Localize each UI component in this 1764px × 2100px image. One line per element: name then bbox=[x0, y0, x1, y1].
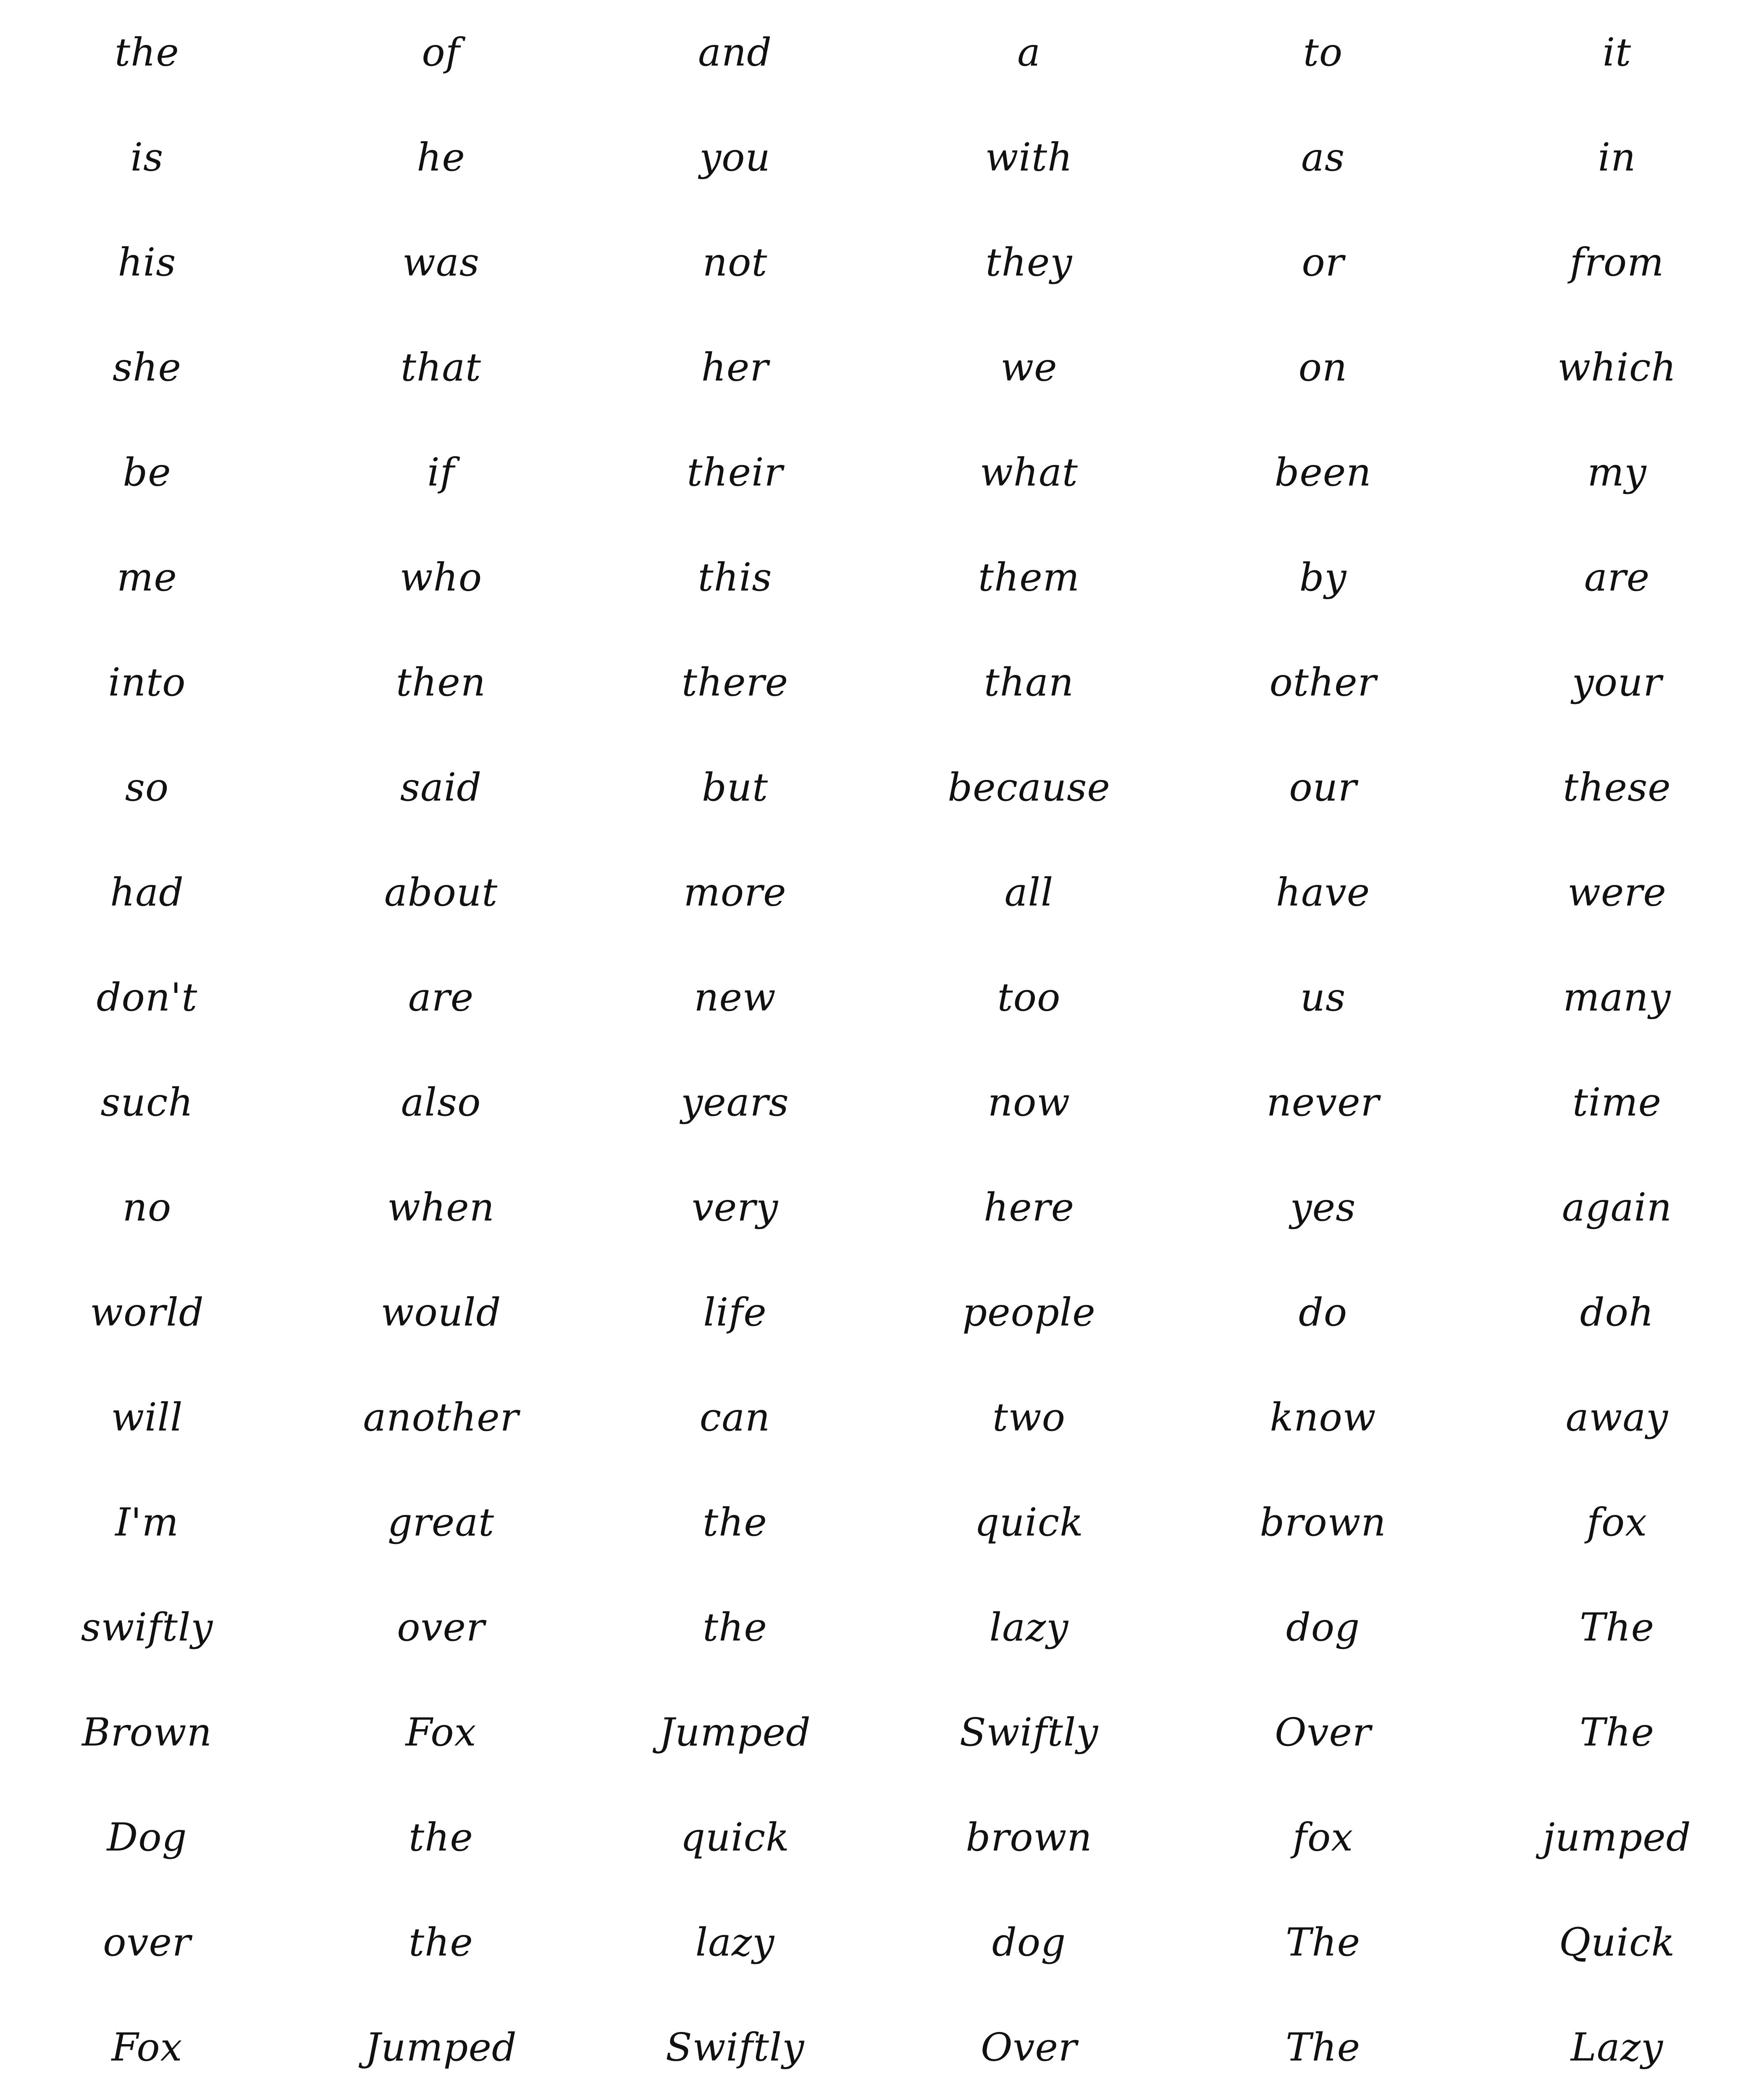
word-cell bbox=[1470, 315, 1764, 420]
word-cell bbox=[882, 1050, 1176, 1155]
word-cell bbox=[0, 105, 294, 210]
word-cell bbox=[882, 1260, 1176, 1365]
word-cell bbox=[1176, 1470, 1470, 1575]
word-cell bbox=[1470, 1785, 1764, 1890]
word-cell bbox=[882, 420, 1176, 525]
word-cell bbox=[588, 105, 882, 210]
handwritten-word: The bbox=[1579, 1605, 1655, 1650]
handwritten-word: Jumped bbox=[365, 2025, 517, 2070]
word-cell bbox=[0, 1260, 294, 1365]
word-cell bbox=[1470, 1260, 1764, 1365]
word-cell bbox=[1470, 1050, 1764, 1155]
word-cell bbox=[1176, 1680, 1470, 1785]
handwritten-word: people bbox=[962, 1290, 1096, 1335]
word-cell bbox=[588, 525, 882, 630]
word-cell bbox=[1470, 525, 1764, 630]
handwritten-word: was bbox=[402, 240, 480, 285]
word-cell bbox=[0, 945, 294, 1050]
word-cell bbox=[1176, 1365, 1470, 1470]
word-cell bbox=[0, 315, 294, 420]
handwritten-word: brown bbox=[966, 1815, 1092, 1860]
word-cell bbox=[1176, 1995, 1470, 2100]
handwritten-word: Fox bbox=[405, 1710, 477, 1755]
handwritten-word: and bbox=[698, 30, 772, 75]
handwritten-word: than bbox=[984, 660, 1074, 705]
handwritten-word: lazy bbox=[695, 1920, 775, 1965]
word-cell bbox=[588, 735, 882, 840]
handwritten-word: them bbox=[978, 555, 1080, 600]
handwritten-word: into bbox=[108, 660, 186, 705]
word-cell bbox=[1470, 1890, 1764, 1995]
word-cell bbox=[294, 525, 588, 630]
handwritten-word: will bbox=[111, 1395, 183, 1440]
handwritten-word: said bbox=[400, 765, 482, 810]
handwritten-word: do bbox=[1298, 1290, 1348, 1335]
handwritten-word: then bbox=[396, 660, 486, 705]
handwritten-word: who bbox=[399, 555, 483, 600]
handwritten-word: great bbox=[387, 1500, 495, 1545]
handwritten-word: if bbox=[427, 450, 455, 495]
handwritten-word: Over bbox=[1275, 1710, 1371, 1755]
handwritten-word: lazy bbox=[989, 1605, 1069, 1650]
word-cell bbox=[882, 735, 1176, 840]
word-cell bbox=[1176, 0, 1470, 105]
handwritten-word: so bbox=[125, 765, 169, 810]
word-cell bbox=[1470, 945, 1764, 1050]
word-cell bbox=[294, 735, 588, 840]
handwritten-word: I'm bbox=[115, 1500, 179, 1545]
word-cell bbox=[0, 1155, 294, 1260]
handwritten-word: the bbox=[409, 1815, 473, 1860]
handwritten-word: away bbox=[1565, 1395, 1669, 1440]
handwritten-word: here bbox=[983, 1185, 1075, 1230]
handwritten-word: Dog bbox=[107, 1815, 187, 1860]
handwritten-word: dog bbox=[1286, 1605, 1360, 1650]
word-cell bbox=[588, 1575, 882, 1680]
handwritten-word: jumped bbox=[1543, 1815, 1691, 1860]
handwritten-word: this bbox=[698, 555, 772, 600]
handwritten-word: Swiftly bbox=[665, 2025, 805, 2070]
word-cell bbox=[0, 1050, 294, 1155]
handwritten-word: Lazy bbox=[1570, 2025, 1664, 2070]
handwritten-word: doh bbox=[1580, 1290, 1654, 1335]
handwritten-word: more bbox=[683, 870, 787, 915]
handwritten-word: very bbox=[691, 1185, 779, 1230]
handwritten-word: too bbox=[997, 975, 1061, 1020]
word-cell bbox=[1470, 840, 1764, 945]
word-cell bbox=[1470, 630, 1764, 735]
handwritten-word: his bbox=[118, 240, 176, 285]
word-cell bbox=[588, 1680, 882, 1785]
word-cell bbox=[294, 1155, 588, 1260]
word-cell bbox=[1470, 1575, 1764, 1680]
word-cell bbox=[0, 420, 294, 525]
handwritten-word: know bbox=[1270, 1395, 1376, 1440]
word-cell bbox=[1470, 1155, 1764, 1260]
handwritten-word: which bbox=[1557, 345, 1677, 390]
handwritten-word: again bbox=[1562, 1185, 1672, 1230]
word-cell bbox=[882, 1470, 1176, 1575]
handwritten-word: over bbox=[103, 1920, 191, 1965]
handwritten-word: be bbox=[123, 450, 171, 495]
word-cell bbox=[588, 840, 882, 945]
handwritten-word: swiftly bbox=[81, 1605, 213, 1650]
handwritten-word: when bbox=[387, 1185, 495, 1230]
handwritten-word: also bbox=[401, 1080, 481, 1125]
handwritten-word: my bbox=[1587, 450, 1647, 495]
word-cell bbox=[882, 630, 1176, 735]
word-cell bbox=[588, 1995, 882, 2100]
handwritten-word: there bbox=[681, 660, 789, 705]
word-cell bbox=[1176, 1575, 1470, 1680]
word-cell bbox=[294, 840, 588, 945]
word-cell bbox=[588, 630, 882, 735]
word-cell bbox=[1176, 210, 1470, 315]
word-cell bbox=[294, 1995, 588, 2100]
handwritten-word: world bbox=[90, 1290, 204, 1335]
word-cell bbox=[294, 1890, 588, 1995]
word-cell bbox=[1176, 1785, 1470, 1890]
handwritten-word: a bbox=[1017, 30, 1041, 75]
word-cell bbox=[294, 1785, 588, 1890]
word-cell bbox=[0, 1680, 294, 1785]
handwritten-word: such bbox=[100, 1080, 194, 1125]
word-cell bbox=[882, 1575, 1176, 1680]
word-cell bbox=[588, 1785, 882, 1890]
handwritten-word: our bbox=[1289, 765, 1357, 810]
handwritten-word: brown bbox=[1260, 1500, 1386, 1545]
word-cell bbox=[0, 1785, 294, 1890]
word-cell bbox=[294, 1470, 588, 1575]
word-cell bbox=[294, 420, 588, 525]
word-cell bbox=[294, 945, 588, 1050]
word-cell bbox=[294, 630, 588, 735]
handwritten-word: not bbox=[702, 240, 768, 285]
handwritten-word: The bbox=[1579, 1710, 1655, 1755]
word-cell bbox=[0, 630, 294, 735]
handwritten-word: no bbox=[122, 1185, 172, 1230]
handwritten-word: now bbox=[987, 1080, 1071, 1125]
word-cell bbox=[588, 1470, 882, 1575]
handwritten-word: were bbox=[1567, 870, 1667, 915]
handwritten-word: me bbox=[117, 555, 177, 600]
handwritten-word: all bbox=[1004, 870, 1054, 915]
word-cell bbox=[882, 945, 1176, 1050]
word-cell bbox=[882, 210, 1176, 315]
handwritten-word: but bbox=[701, 765, 769, 810]
word-cell bbox=[588, 0, 882, 105]
word-cell bbox=[294, 1050, 588, 1155]
word-cell bbox=[882, 1890, 1176, 1995]
handwritten-word: the bbox=[703, 1500, 767, 1545]
handwritten-word: fox bbox=[1586, 1500, 1648, 1545]
word-cell bbox=[882, 1995, 1176, 2100]
word-cell bbox=[1470, 0, 1764, 105]
handwritten-word: Over bbox=[981, 2025, 1077, 2070]
word-cell bbox=[1176, 630, 1470, 735]
word-cell bbox=[0, 1995, 294, 2100]
handwritten-word: as bbox=[1301, 135, 1345, 180]
word-cell bbox=[294, 1575, 588, 1680]
word-cell bbox=[294, 0, 588, 105]
handwritten-word: you bbox=[699, 135, 771, 180]
word-cell bbox=[294, 315, 588, 420]
word-cell bbox=[1470, 420, 1764, 525]
word-cell bbox=[588, 1155, 882, 1260]
word-cell bbox=[1176, 735, 1470, 840]
handwritten-word: would bbox=[381, 1290, 501, 1335]
word-cell bbox=[1470, 735, 1764, 840]
handwritten-word: it bbox=[1602, 30, 1632, 75]
word-cell bbox=[1176, 840, 1470, 945]
word-cell bbox=[882, 315, 1176, 420]
handwritten-word: that bbox=[400, 345, 482, 390]
word-cell bbox=[1470, 210, 1764, 315]
word-cell bbox=[882, 840, 1176, 945]
word-cell bbox=[1176, 525, 1470, 630]
handwritten-word: is bbox=[130, 135, 164, 180]
handwritten-word: had bbox=[110, 870, 184, 915]
handwritten-word: Swiftly bbox=[959, 1710, 1099, 1755]
handwritten-word: the bbox=[703, 1605, 767, 1650]
word-cell bbox=[294, 210, 588, 315]
handwritten-word: dog bbox=[992, 1920, 1066, 1965]
handwritten-word: by bbox=[1299, 555, 1347, 600]
word-cell bbox=[1470, 1995, 1764, 2100]
word-cell bbox=[1470, 1365, 1764, 1470]
handwritten-word: these bbox=[1563, 765, 1671, 810]
word-cell bbox=[1470, 105, 1764, 210]
handwritten-word: The bbox=[1285, 1920, 1361, 1965]
handwritten-word: or bbox=[1302, 240, 1344, 285]
word-cell bbox=[882, 0, 1176, 105]
word-cell bbox=[588, 420, 882, 525]
handwritten-word: have bbox=[1276, 870, 1370, 915]
handwritten-word: of bbox=[422, 30, 460, 75]
handwritten-word: we bbox=[1000, 345, 1058, 390]
handwritten-word: Jumped bbox=[659, 1710, 811, 1755]
handwritten-word: what bbox=[980, 450, 1078, 495]
handwritten-word: are bbox=[408, 975, 474, 1020]
handwritten-word: your bbox=[1572, 660, 1662, 705]
word-cell bbox=[294, 1680, 588, 1785]
handwritten-word: never bbox=[1266, 1080, 1380, 1125]
handwritten-word: because bbox=[948, 765, 1110, 810]
word-cell bbox=[1176, 1050, 1470, 1155]
word-cell bbox=[0, 840, 294, 945]
word-cell bbox=[294, 1365, 588, 1470]
handwritten-word: Brown bbox=[82, 1710, 212, 1755]
handwritten-word: on bbox=[1298, 345, 1348, 390]
word-cell bbox=[0, 1470, 294, 1575]
word-cell bbox=[588, 1890, 882, 1995]
handwritten-word: in bbox=[1598, 135, 1636, 180]
word-cell bbox=[1176, 1155, 1470, 1260]
word-cell bbox=[588, 1365, 882, 1470]
handwritten-word: Fox bbox=[111, 2025, 183, 2070]
word-cell bbox=[882, 1680, 1176, 1785]
word-cell bbox=[294, 1260, 588, 1365]
word-cell bbox=[0, 1365, 294, 1470]
word-cell bbox=[588, 315, 882, 420]
handwritten-word: don't bbox=[96, 975, 198, 1020]
word-cell bbox=[0, 0, 294, 105]
word-cell bbox=[1176, 1260, 1470, 1365]
handwritten-word: they bbox=[985, 240, 1073, 285]
handwritten-word: the bbox=[409, 1920, 473, 1965]
handwritten-word: The bbox=[1285, 2025, 1361, 2070]
word-cell bbox=[882, 1155, 1176, 1260]
word-cell bbox=[1470, 1680, 1764, 1785]
handwritten-word: their bbox=[687, 450, 783, 495]
word-cell bbox=[882, 1365, 1176, 1470]
handwritten-word: from bbox=[1570, 240, 1664, 285]
handwritten-word: many bbox=[1563, 975, 1671, 1020]
word-cell bbox=[1176, 945, 1470, 1050]
word-cell bbox=[1176, 315, 1470, 420]
handwritten-word: time bbox=[1572, 1080, 1662, 1125]
handwritten-word: quick bbox=[974, 1500, 1084, 1545]
word-cell bbox=[588, 1050, 882, 1155]
handwritten-word: fox bbox=[1292, 1815, 1354, 1860]
handwritten-word: Quick bbox=[1559, 1920, 1675, 1965]
handwritten-word: been bbox=[1274, 450, 1372, 495]
handwritten-word: with bbox=[985, 135, 1073, 180]
word-cell bbox=[294, 105, 588, 210]
word-cell bbox=[0, 1890, 294, 1995]
handwritten-word: over bbox=[397, 1605, 485, 1650]
word-cell bbox=[588, 210, 882, 315]
word-cell bbox=[1176, 420, 1470, 525]
handwritten-word: her bbox=[701, 345, 769, 390]
word-cell bbox=[0, 1575, 294, 1680]
word-cell bbox=[1470, 1470, 1764, 1575]
word-cell bbox=[882, 525, 1176, 630]
handwritten-word: two bbox=[992, 1395, 1066, 1440]
word-cell bbox=[1176, 1890, 1470, 1995]
word-cell bbox=[882, 105, 1176, 210]
handwritten-word: he bbox=[417, 135, 465, 180]
word-cell bbox=[0, 210, 294, 315]
handwritten-word: new bbox=[694, 975, 776, 1020]
handwritten-word: to bbox=[1303, 30, 1343, 75]
handwritten-word: life bbox=[703, 1290, 767, 1335]
word-cell bbox=[0, 525, 294, 630]
word-cell bbox=[882, 1785, 1176, 1890]
word-cell bbox=[588, 1260, 882, 1365]
handwritten-word: quick bbox=[680, 1815, 790, 1860]
word-cell bbox=[0, 735, 294, 840]
handwritten-word: can bbox=[699, 1395, 771, 1440]
handwritten-word: are bbox=[1584, 555, 1650, 600]
handwritten-word: us bbox=[1300, 975, 1346, 1020]
word-cell bbox=[1176, 105, 1470, 210]
word-cell bbox=[588, 945, 882, 1050]
handwritten-word: years bbox=[681, 1080, 789, 1125]
handwritten-word: about bbox=[384, 870, 498, 915]
handwritten-word: another bbox=[363, 1395, 519, 1440]
handwritten-word: other bbox=[1269, 660, 1377, 705]
handwritten-word: yes bbox=[1290, 1185, 1356, 1230]
handwritten-word: she bbox=[113, 345, 181, 390]
handwritten-word: the bbox=[115, 30, 179, 75]
